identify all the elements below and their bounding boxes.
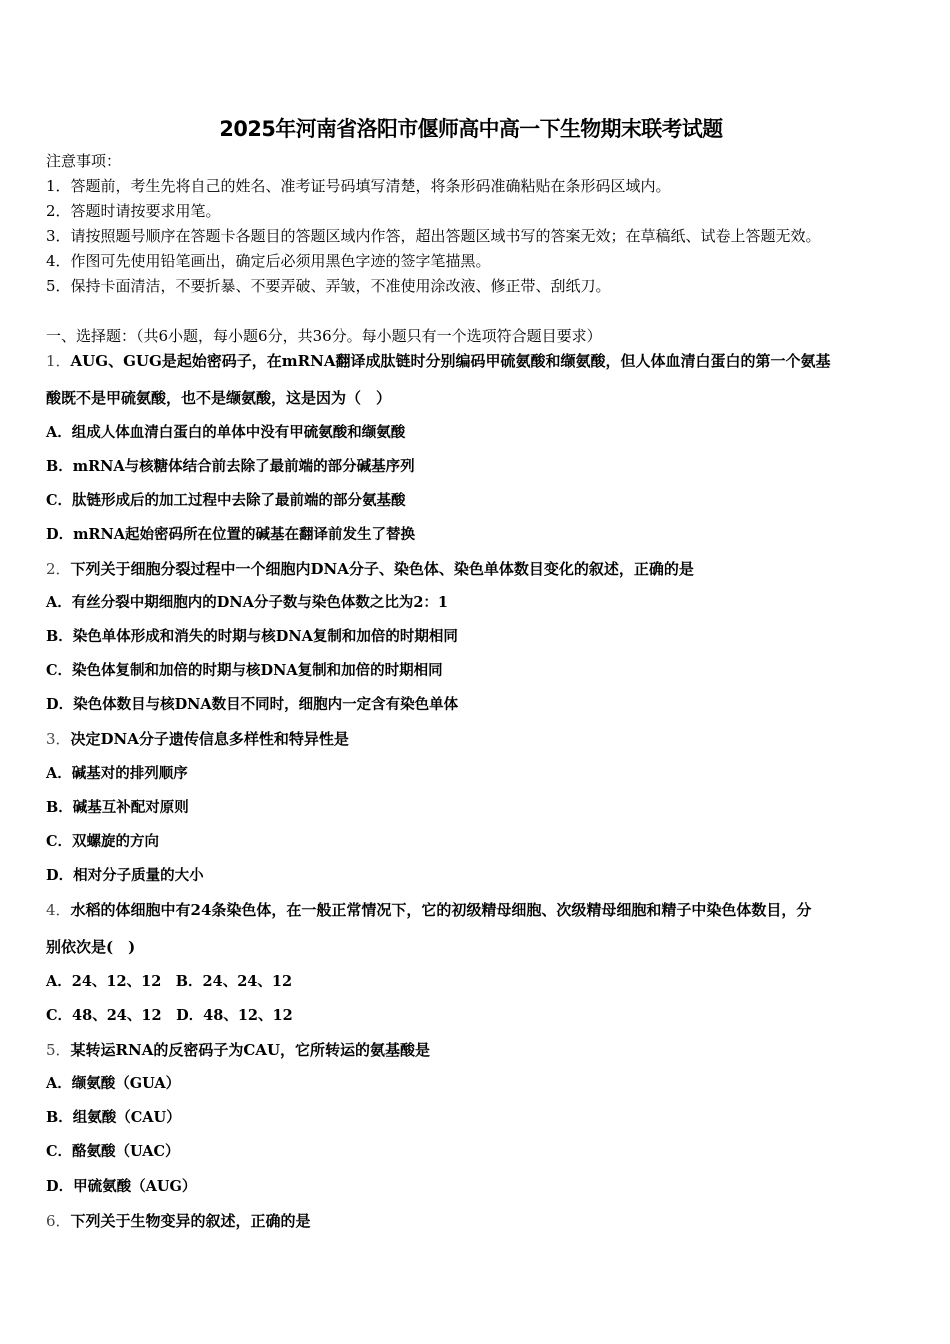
question-text: 某转运RNA的反密码子为CAU，它所转运的氨基酸是 — [70, 1041, 431, 1059]
notice-item: 5．保持卡面清洁，不要折暴、不要弄破、弄皱，不准使用涂改液、修正带、刮纸刀。 — [46, 277, 611, 295]
option: C．双螺旋的方向 — [46, 833, 160, 850]
option: A．24、12、12 B．24、24、12 — [46, 973, 293, 990]
option: C．48、24、12 D．48、12、12 — [46, 1007, 293, 1024]
question-text: 决定DNA分子遗传信息多样性和特异性是 — [70, 730, 349, 748]
question-number: 5． — [46, 1041, 71, 1059]
notice-heading: 注意事项： — [46, 152, 122, 170]
option: D．mRNA起始密码所在位置的碱基在翻译前发生了替换 — [46, 526, 415, 543]
question-text: 水稻的体细胞中有24条染色体，在一般正常情况下，它的初级精母细胞、次级精母细胞和精子中染色体数目，分 — [70, 901, 812, 919]
question-text: AUG、GUG是起始密码子，在mRNA翻译成肽链时分别编码甲硫氨酸和缬氨酸，但人体血清白蛋白的第一个氨基 — [70, 352, 831, 370]
option: C．酪氨酸（UAC） — [46, 1143, 180, 1160]
option: D．染色体数目与核DNA数目不同时，细胞内一定含有染色单体 — [46, 696, 459, 713]
option: A．有丝分裂中期细胞内的DNA分子数与染色体数之比为2：1 — [46, 594, 449, 611]
option: A．碱基对的排列顺序 — [46, 765, 188, 782]
question-number: 4． — [46, 901, 71, 919]
notice-item: 3．请按照题号顺序在答题卡各题目的答题区域内作答，超出答题区域书写的答案无效；在草稿纸、试卷上答题无效。 — [46, 227, 821, 245]
option: A．组成人体血清白蛋白的单体中没有甲硫氨酸和缬氨酸 — [46, 424, 406, 441]
option: B．染色单体形成和消失的时期与核DNA复制和加倍的时期相同 — [46, 628, 458, 645]
question-text-cont: 酸既不是甲硫氨酸，也不是缬氨酸，这是因为（ ） — [46, 389, 392, 407]
question-text-cont: 别依次是( ) — [46, 938, 136, 956]
notice-item: 2．答题时请按要求用笔。 — [46, 202, 221, 220]
notice-item: 1．答题前，考生先将自己的姓名、准考证号码填写清楚，将条形码准确粘贴在条形码区域内。 — [46, 177, 671, 195]
section-heading: 一、选择题：（共6小题，每小题6分，共36分。每小题只有一个选项符合题目要求） — [46, 327, 602, 345]
option: B．碱基互补配对原则 — [46, 799, 189, 816]
question-stem — [46, 559, 694, 579]
question-number: 3． — [46, 730, 71, 748]
question-stem — [46, 1040, 430, 1060]
question-number: 6． — [46, 1212, 71, 1230]
option: C．肽链形成后的加工过程中去除了最前端的部分氨基酸 — [46, 492, 406, 509]
question-stem — [46, 729, 349, 749]
option: B．组氨酸（CAU） — [46, 1109, 181, 1126]
notice-item: 4．作图可先使用铅笔画出，确定后必须用黑色字迹的签字笔描黑。 — [46, 252, 491, 270]
option: D．相对分子质量的大小 — [46, 867, 204, 884]
question-stem — [46, 1211, 311, 1231]
exam-title: 2025年河南省洛阳市偃师高中高一下生物期末联考试题 — [219, 117, 723, 141]
question-number: 2． — [46, 560, 71, 578]
question-text: 下列关于细胞分裂过程中一个细胞内DNA分子、染色体、染色单体数目变化的叙述，正确的是 — [70, 560, 694, 578]
question-stem — [46, 351, 830, 371]
option: C．染色体复制和加倍的时期与核DNA复制和加倍的时期相同 — [46, 662, 443, 679]
option: A．缬氨酸（GUA） — [46, 1075, 181, 1092]
question-number: 1． — [46, 352, 71, 370]
option: D．甲硫氨酸（AUG） — [46, 1178, 197, 1195]
option: B．mRNA与核糖体结合前去除了最前端的部分碱基序列 — [46, 458, 415, 475]
question-stem — [46, 900, 811, 920]
question-text: 下列关于生物变异的叙述，正确的是 — [70, 1212, 311, 1230]
